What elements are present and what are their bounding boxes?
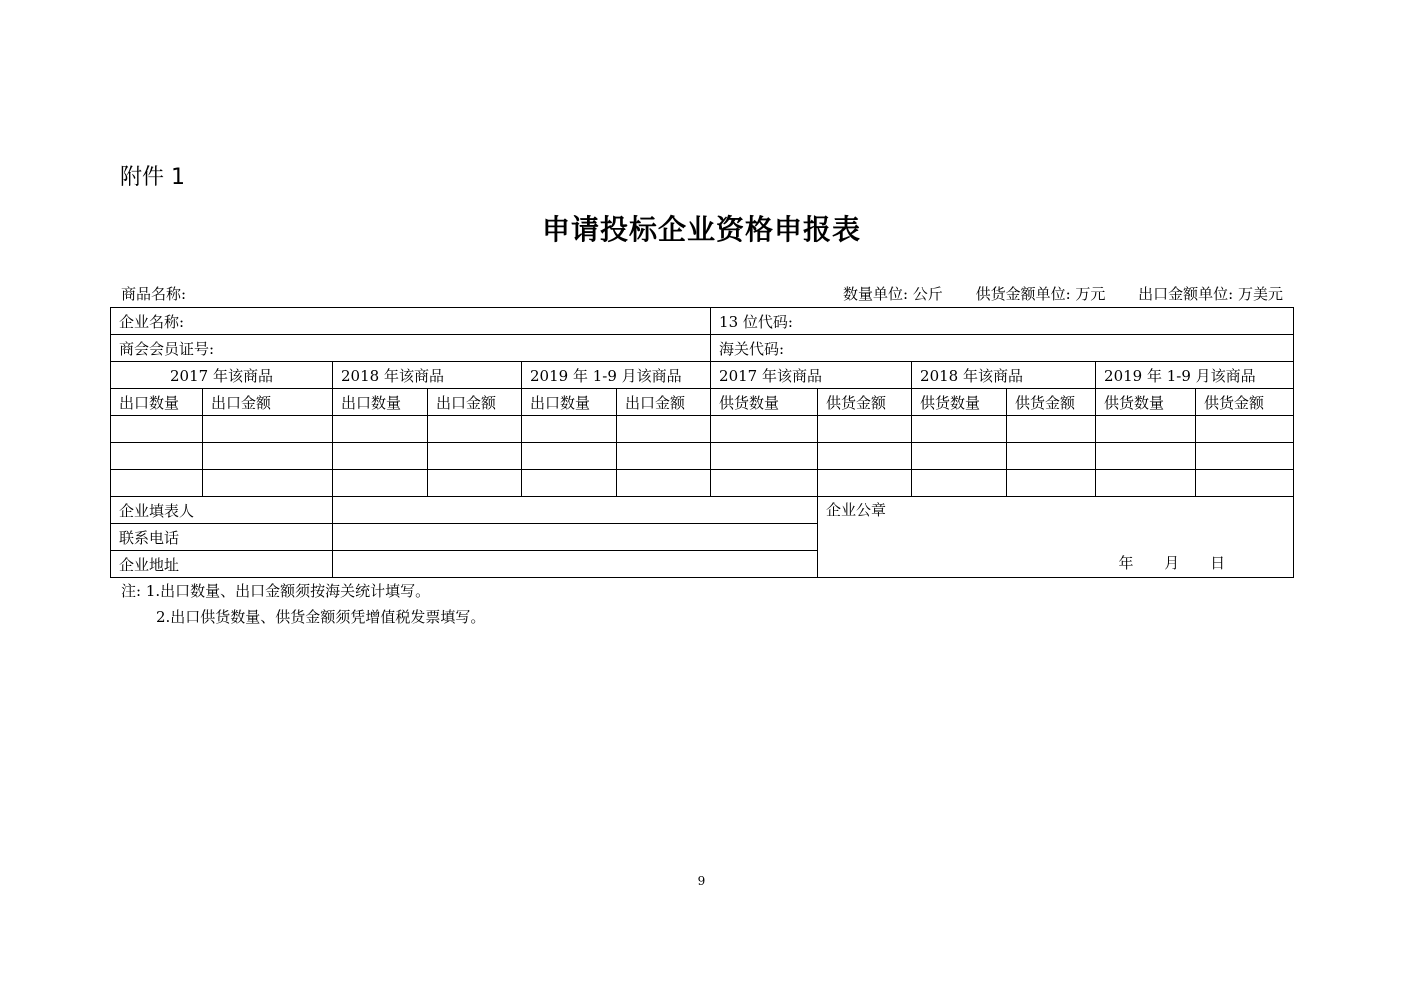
year-group-header: 2017 年该商品 bbox=[111, 362, 333, 389]
year-group-header: 2019 年 1-9 月该商品 bbox=[522, 362, 711, 389]
phone-label: 联系电话 bbox=[111, 524, 333, 551]
filler-label: 企业填表人 bbox=[111, 497, 333, 524]
filler-field[interactable] bbox=[333, 497, 818, 524]
data-cell[interactable] bbox=[1007, 416, 1096, 443]
data-cell[interactable] bbox=[522, 443, 617, 470]
data-cell[interactable] bbox=[203, 443, 333, 470]
address-field[interactable] bbox=[333, 551, 818, 578]
column-header: 供货金额 bbox=[1007, 389, 1096, 416]
data-cell[interactable] bbox=[428, 443, 522, 470]
data-cell[interactable] bbox=[1196, 416, 1294, 443]
data-cell[interactable] bbox=[818, 443, 912, 470]
data-cell[interactable] bbox=[333, 416, 428, 443]
phone-field[interactable] bbox=[333, 524, 818, 551]
data-cell[interactable] bbox=[111, 443, 203, 470]
data-cell[interactable] bbox=[111, 416, 203, 443]
column-header: 出口数量 bbox=[522, 389, 617, 416]
data-cell[interactable] bbox=[912, 470, 1007, 497]
chamber-member-field[interactable]: 商会会员证号: bbox=[111, 335, 711, 362]
attachment-label: 附件 1 bbox=[120, 165, 185, 190]
data-cell[interactable] bbox=[428, 470, 522, 497]
seal-label: 企业公章 bbox=[826, 501, 887, 519]
date-month: 月 bbox=[1164, 554, 1180, 572]
customs-code-field[interactable]: 海关代码: bbox=[711, 335, 1294, 362]
year-group-header: 2017 年该商品 bbox=[711, 362, 912, 389]
year-group-header: 2018 年该商品 bbox=[333, 362, 522, 389]
company-name-field[interactable]: 企业名称: bbox=[111, 308, 711, 335]
date-day: 日 bbox=[1210, 554, 1226, 572]
data-cell[interactable] bbox=[333, 470, 428, 497]
company-seal-area[interactable] bbox=[818, 497, 1294, 578]
data-cell[interactable] bbox=[1196, 470, 1294, 497]
data-cell[interactable] bbox=[203, 416, 333, 443]
supply-amount-unit: 供货金额单位: 万元 bbox=[975, 285, 1106, 303]
column-header: 供货金额 bbox=[1196, 389, 1294, 416]
data-cell[interactable] bbox=[1096, 443, 1196, 470]
note-1: 注: 1.出口数量、出口金额须按海关统计填写。 bbox=[121, 582, 431, 600]
year-group-header: 2019 年 1-9 月该商品 bbox=[1096, 362, 1294, 389]
data-cell[interactable] bbox=[1007, 443, 1096, 470]
column-header: 供货数量 bbox=[912, 389, 1007, 416]
column-header: 供货数量 bbox=[1096, 389, 1196, 416]
data-cell[interactable] bbox=[617, 470, 711, 497]
data-cell[interactable] bbox=[818, 416, 912, 443]
column-header: 供货数量 bbox=[711, 389, 818, 416]
form-title: 申请投标企业资格申报表 bbox=[541, 213, 861, 246]
column-header: 出口金额 bbox=[203, 389, 333, 416]
data-cell[interactable] bbox=[1196, 443, 1294, 470]
data-cell[interactable] bbox=[333, 443, 428, 470]
column-header: 出口数量 bbox=[111, 389, 203, 416]
table-row bbox=[111, 470, 1294, 497]
code13-field[interactable]: 13 位代码: bbox=[711, 308, 1294, 335]
data-cell[interactable] bbox=[711, 470, 818, 497]
data-cell[interactable] bbox=[1096, 470, 1196, 497]
data-cell[interactable] bbox=[1096, 416, 1196, 443]
product-name-label: 商品名称: bbox=[121, 285, 187, 303]
data-cell[interactable] bbox=[711, 416, 818, 443]
data-cell[interactable] bbox=[1007, 470, 1096, 497]
export-amount-unit: 出口金额单位: 万美元 bbox=[1138, 285, 1283, 303]
date-line bbox=[1093, 552, 1226, 573]
column-header: 出口金额 bbox=[428, 389, 522, 416]
column-header: 出口金额 bbox=[617, 389, 711, 416]
data-cell[interactable] bbox=[428, 416, 522, 443]
year-group-header: 2018 年该商品 bbox=[912, 362, 1096, 389]
data-cell[interactable] bbox=[912, 416, 1007, 443]
date-year: 年 bbox=[1118, 554, 1134, 572]
quantity-unit: 数量单位: 公斤 bbox=[842, 285, 943, 303]
data-cell[interactable] bbox=[617, 416, 711, 443]
address-label: 企业地址 bbox=[111, 551, 333, 578]
data-cell[interactable] bbox=[111, 470, 203, 497]
data-cell[interactable] bbox=[522, 470, 617, 497]
data-cell[interactable] bbox=[912, 443, 1007, 470]
note-2: 2.出口供货数量、供货金额须凭增值税发票填写。 bbox=[156, 608, 486, 626]
data-cell[interactable] bbox=[203, 470, 333, 497]
application-form-table bbox=[110, 307, 1294, 578]
data-cell[interactable] bbox=[522, 416, 617, 443]
column-header: 供货金额 bbox=[818, 389, 912, 416]
data-cell[interactable] bbox=[818, 470, 912, 497]
column-header: 出口数量 bbox=[333, 389, 428, 416]
table-row bbox=[111, 416, 1294, 443]
unit-info bbox=[815, 283, 1283, 304]
data-cell[interactable] bbox=[711, 443, 818, 470]
page-number: 9 bbox=[697, 874, 706, 888]
data-cell[interactable] bbox=[617, 443, 711, 470]
table-row bbox=[111, 443, 1294, 470]
